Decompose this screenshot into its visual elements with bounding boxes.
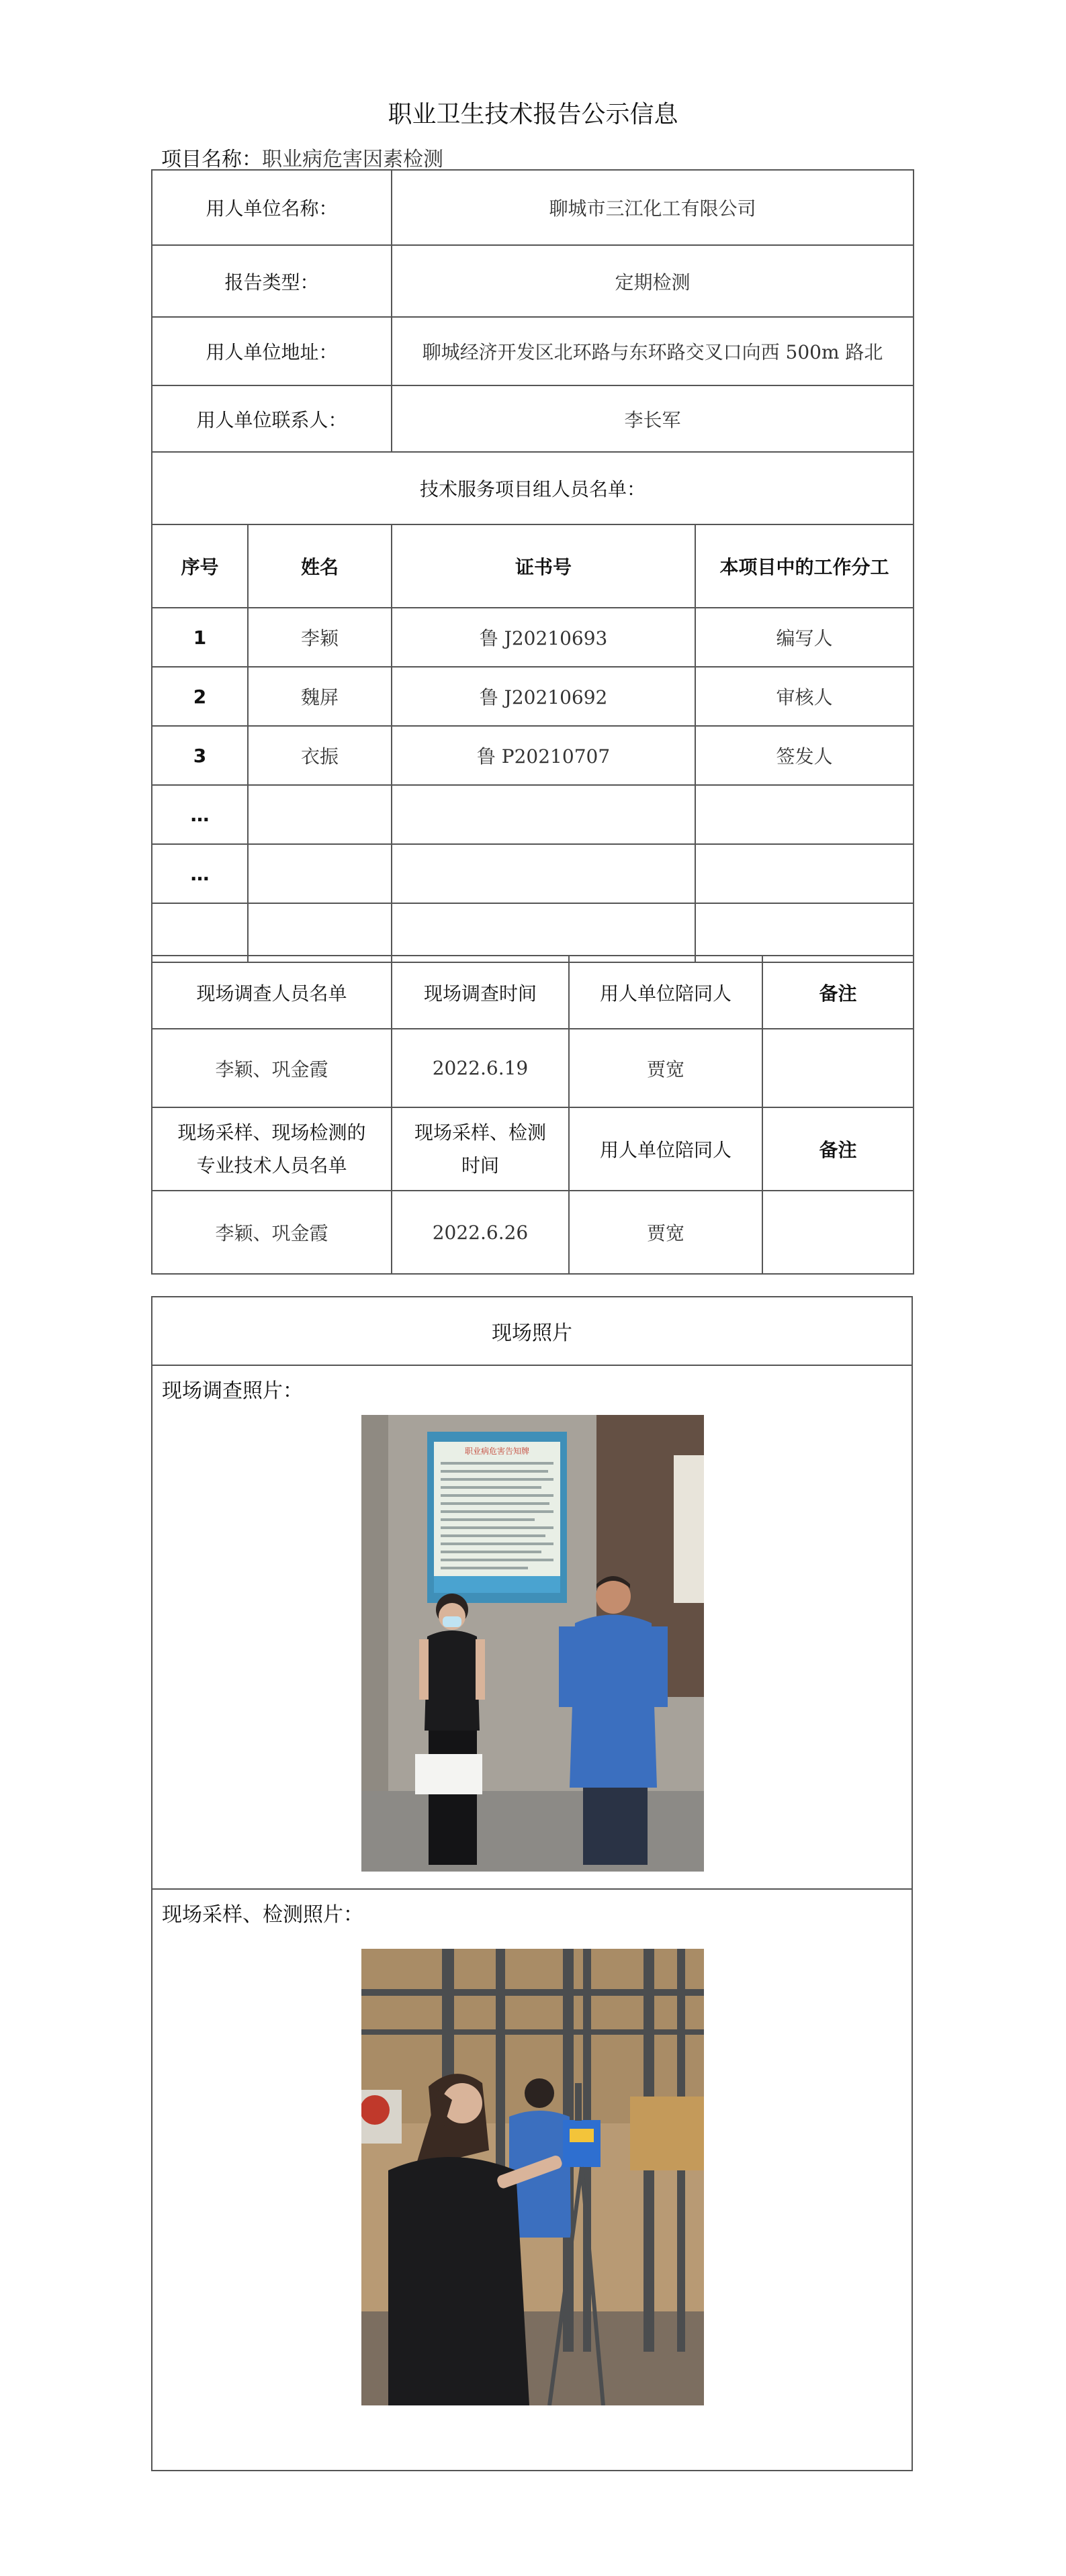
team-cell-cert bbox=[392, 785, 695, 844]
team-cell-cert bbox=[392, 844, 695, 903]
team-cell-index bbox=[152, 903, 248, 962]
sampling-cell-time: 2022.6.26 bbox=[392, 1191, 569, 1274]
survey-photo-label: 现场调查照片： bbox=[162, 1379, 303, 1403]
report-type-value: 定期检测 bbox=[392, 245, 914, 317]
survey-header-staff: 现场调查人员名单 bbox=[152, 956, 392, 1029]
page-title: 职业卫生技术报告公示信息 bbox=[388, 101, 678, 128]
team-cell-role bbox=[695, 844, 914, 903]
notice-board-title: 职业病危害告知牌 bbox=[464, 1446, 530, 1456]
survey-cell-note bbox=[762, 1029, 914, 1107]
team-cell-name bbox=[248, 785, 392, 844]
team-row bbox=[152, 903, 914, 962]
report-type-label: 报告类型： bbox=[152, 245, 392, 317]
project-name bbox=[161, 142, 443, 172]
team-row bbox=[152, 726, 914, 785]
sampling-header-staff-line1: 现场采样、现场检测的 bbox=[177, 1121, 366, 1144]
survey-cell-staff: 李颖、巩金霞 bbox=[152, 1029, 392, 1107]
team-header-role: 本项目中的工作分工 bbox=[695, 524, 914, 608]
report-info-table bbox=[151, 169, 914, 963]
sampling-header-time-line1: 现场采样、检测 bbox=[414, 1121, 546, 1144]
sampling-photo bbox=[361, 1949, 704, 2405]
team-cell-name: 李颖 bbox=[248, 608, 392, 667]
team-row bbox=[152, 785, 914, 844]
team-cell-name bbox=[248, 903, 392, 962]
survey-photo-section bbox=[152, 1366, 912, 1890]
team-cell-name bbox=[248, 844, 392, 903]
team-cell-cert: 鲁 J20210692 bbox=[392, 667, 695, 726]
employer-name-value: 聊城市三江化工有限公司 bbox=[392, 170, 914, 245]
team-cell-cert bbox=[392, 903, 695, 962]
sampling-cell-escort: 贾宽 bbox=[569, 1191, 762, 1274]
survey-cell-time: 2022.6.19 bbox=[392, 1029, 569, 1107]
team-header-name: 姓名 bbox=[248, 524, 392, 608]
team-cell-role: 审核人 bbox=[695, 667, 914, 726]
sampling-header-note: 备注 bbox=[762, 1107, 914, 1191]
sampling-header-escort: 用人单位陪同人 bbox=[569, 1107, 762, 1191]
team-row bbox=[152, 608, 914, 667]
team-cell-index: 3 bbox=[152, 726, 248, 785]
team-row bbox=[152, 844, 914, 903]
team-header-cert: 证书号 bbox=[392, 524, 695, 608]
sampling-cell-staff: 李颖、巩金霞 bbox=[152, 1191, 392, 1274]
survey-header-time: 现场调查时间 bbox=[392, 956, 569, 1029]
employer-name-label: 用人单位名称： bbox=[152, 170, 392, 245]
employer-address-label: 用人单位地址： bbox=[152, 317, 392, 385]
team-cell-name: 魏屏 bbox=[248, 667, 392, 726]
field-work-table bbox=[151, 955, 914, 1275]
survey-header-note: 备注 bbox=[762, 956, 914, 1029]
team-cell-cert: 鲁 P20210707 bbox=[392, 726, 695, 785]
team-cell-cert: 鲁 J20210693 bbox=[392, 608, 695, 667]
sampling-photo-section bbox=[152, 1890, 912, 2471]
employer-contact-label: 用人单位联系人： bbox=[152, 385, 392, 452]
employer-contact-value: 李长军 bbox=[392, 385, 914, 452]
team-cell-index: … bbox=[152, 785, 248, 844]
team-row bbox=[152, 667, 914, 726]
sampling-cell-note bbox=[762, 1191, 914, 1274]
sampling-header-time-line2: 时间 bbox=[461, 1154, 499, 1177]
project-name-value: 职业病危害因素检测 bbox=[262, 148, 443, 171]
team-cell-name: 衣振 bbox=[248, 726, 392, 785]
project-name-label: 项目名称： bbox=[161, 148, 262, 171]
sampling-header-staff-line2: 专业技术人员名单 bbox=[196, 1154, 347, 1177]
team-cell-index: 1 bbox=[152, 608, 248, 667]
team-cell-role bbox=[695, 903, 914, 962]
team-cell-index: 2 bbox=[152, 667, 248, 726]
survey-header-escort: 用人单位陪同人 bbox=[569, 956, 762, 1029]
survey-photo bbox=[361, 1415, 704, 1872]
team-heading: 技术服务项目组人员名单： bbox=[152, 452, 914, 524]
employer-address-value: 聊城经济开发区北环路与东环路交叉口向西 500m 路北 bbox=[392, 317, 914, 385]
site-photos-heading: 现场照片 bbox=[152, 1297, 912, 1366]
sampling-photo-label: 现场采样、检测照片： bbox=[162, 1903, 363, 1927]
team-cell-role bbox=[695, 785, 914, 844]
sampling-header-time bbox=[392, 1107, 569, 1191]
site-photos-panel bbox=[151, 1296, 913, 2471]
team-cell-role: 编写人 bbox=[695, 608, 914, 667]
survey-cell-escort: 贾宽 bbox=[569, 1029, 762, 1107]
sampling-header-staff bbox=[152, 1107, 392, 1191]
team-header-index: 序号 bbox=[152, 524, 248, 608]
team-cell-role: 签发人 bbox=[695, 726, 914, 785]
team-cell-index: … bbox=[152, 844, 248, 903]
